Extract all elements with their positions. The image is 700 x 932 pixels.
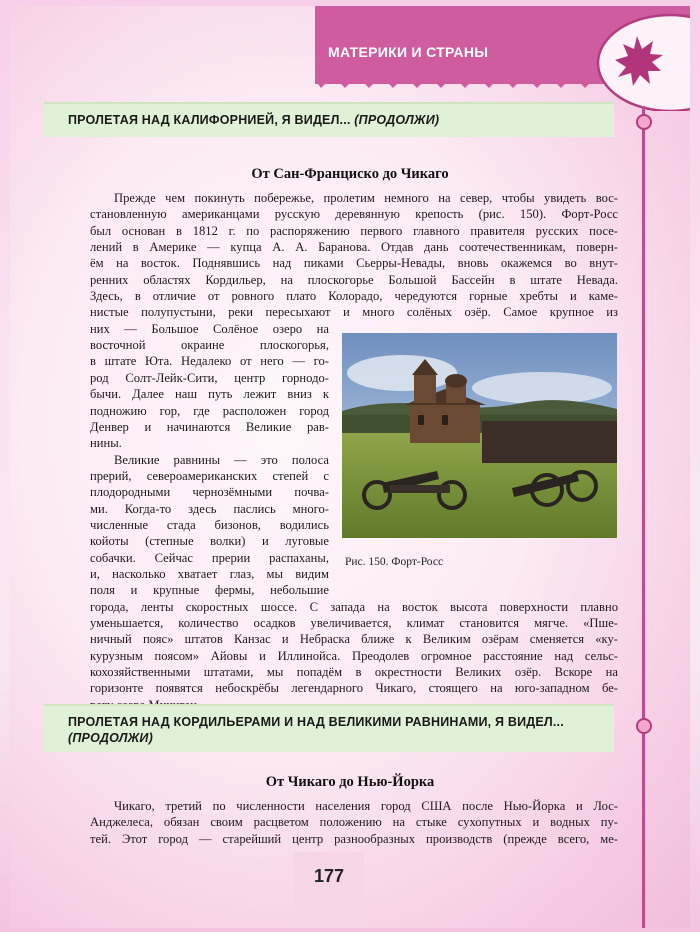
text-line: уменьшается, количество осадков увеличивается, климат становится мягче. «Пше- [90, 616, 618, 631]
section-bar-1 [44, 102, 614, 137]
paragraph-narrow [90, 321, 329, 599]
text-line: койоты (степные волки) и луговые [90, 534, 329, 549]
text-line: ём на восток. Поднявшись над пиками Сьерры-Невады, вновь окажемся во внут- [90, 256, 618, 271]
text-line: лений в Америке — купца А. А. Баранова. Отдав дань соотечественникам, поверн- [90, 240, 618, 255]
section-bar-1-text: ПРОЛЕТАЯ НАД КАЛИФОРНИЕЙ, Я ВИДЕЛ... [68, 113, 351, 127]
text-line: Великие равнины — это полоса [114, 452, 329, 467]
margin-dot-1 [636, 114, 652, 130]
text-line: курузным поясом» Айовы и Иллинойса. Преодолев огромное расстояние над сельс- [90, 648, 618, 663]
paragraph-1 [90, 190, 618, 321]
text-line: Прежде чем покинуть побережье, пролетим немного на север, чтобы увидеть вос- [114, 191, 618, 205]
text-line: плодородными чернозёмными почва- [90, 485, 329, 500]
paragraph-2 [90, 599, 618, 713]
textbook-page [10, 6, 690, 928]
text-line: ми. Когда-то здесь паслись много- [90, 501, 329, 516]
photo-caption: Рис. 150. Форт-Росс [345, 556, 444, 568]
text-line: восточной окраине плоскогорья, [90, 338, 329, 353]
text-line: род Солт-Лейк-Сити, центр горнодо- [90, 370, 329, 385]
text-line: бычи. Далее наш путь лежит вниз к [90, 387, 329, 402]
section-bar-2 [44, 704, 614, 752]
text-line: кохозяйственными штатами, мы попадём в окрестности Великих озёр. Вскоре на [90, 665, 618, 680]
text-line: Анджелеса, обязан своим расцветом положению на стыке сухопутных и водных пу- [90, 815, 618, 830]
text-line: численные стада бизонов, водились [90, 517, 329, 532]
page-number: 177 [313, 866, 345, 886]
text-line: собачки. Сейчас прерии распаханы, [90, 550, 329, 565]
text-line: и, насколько хватает глаз, мы видим [90, 566, 329, 581]
section-heading-1: От Сан-Франциско до Чикаго [251, 166, 449, 182]
section-bar-1-suffix: (ПРОДОЛЖИ) [354, 113, 440, 127]
text-line: тей. Этот город — старейший центр разнообразных производств (прежде всего, ме- [90, 831, 618, 846]
text-line: прерий, североамериканских степей с [90, 468, 329, 483]
text-line: Здесь, в отличие от ровного плато Колорадо, чередуются горные хребты и камe- [90, 289, 618, 304]
star-emblem-icon [595, 11, 690, 111]
text-line: Денвер и начинаются Великие рав- [90, 419, 329, 434]
margin-vertical-line [642, 106, 645, 928]
text-line: в штате Юта. Недалеко от него — го- [90, 354, 329, 369]
text-line: них — Большое Солёное озеро на [90, 321, 329, 336]
section-heading-2: От Чикаго до Нью-Йорка [265, 774, 435, 790]
text-line: был основан в 1812 г. по распоряжению первого главного правителя русских посе- [90, 223, 618, 238]
text-line: поля и крупные фермы, небольшие [90, 583, 329, 598]
text-line: нистые полупустыни, реки пересыхают и много солёных озёр. Самое крупное из [90, 305, 618, 320]
text-line: ренних областях Кордильер, на плоскогорье Большой Бассейн в штате Невада. [90, 272, 618, 287]
page-number-box [294, 852, 364, 928]
fort-ross-photo [342, 333, 617, 538]
section-bar-2-text: ПРОЛЕТАЯ НАД КОРДИЛЬЕРАМИ И НАД ВЕЛИКИМИ РАВНИНАМИ, Я ВИДЕЛ... [68, 715, 564, 729]
margin-dot-2 [636, 718, 652, 734]
text-line: подножию гор, где расположен город [90, 403, 329, 418]
text-line: Чикаго, третий по численности населения город США после Нью-Йорка и Лос- [114, 799, 618, 813]
section-bar-2-suffix: (ПРОДОЛЖИ) [68, 731, 153, 745]
text-line: горизонте появятся небоскрёбы легендарного Чикаго, стоящего на юго-западном бе- [90, 681, 618, 696]
text-line: нины. [90, 436, 122, 451]
text-line: ничный пояс» штатов Канзас и Небраска ближе к Великим озёрам сменяется «ку- [90, 632, 618, 647]
text-line: города, ленты скоростных шоссе. С запада на восток высота поверхности плавно [90, 599, 618, 614]
paragraph-3 [90, 798, 618, 847]
header-title: МАТЕРИКИ И СТРАНЫ [328, 44, 489, 60]
text-line: становленную американцами русскую деревянную крепость (рис. 150). Форт-Росс [90, 207, 618, 222]
